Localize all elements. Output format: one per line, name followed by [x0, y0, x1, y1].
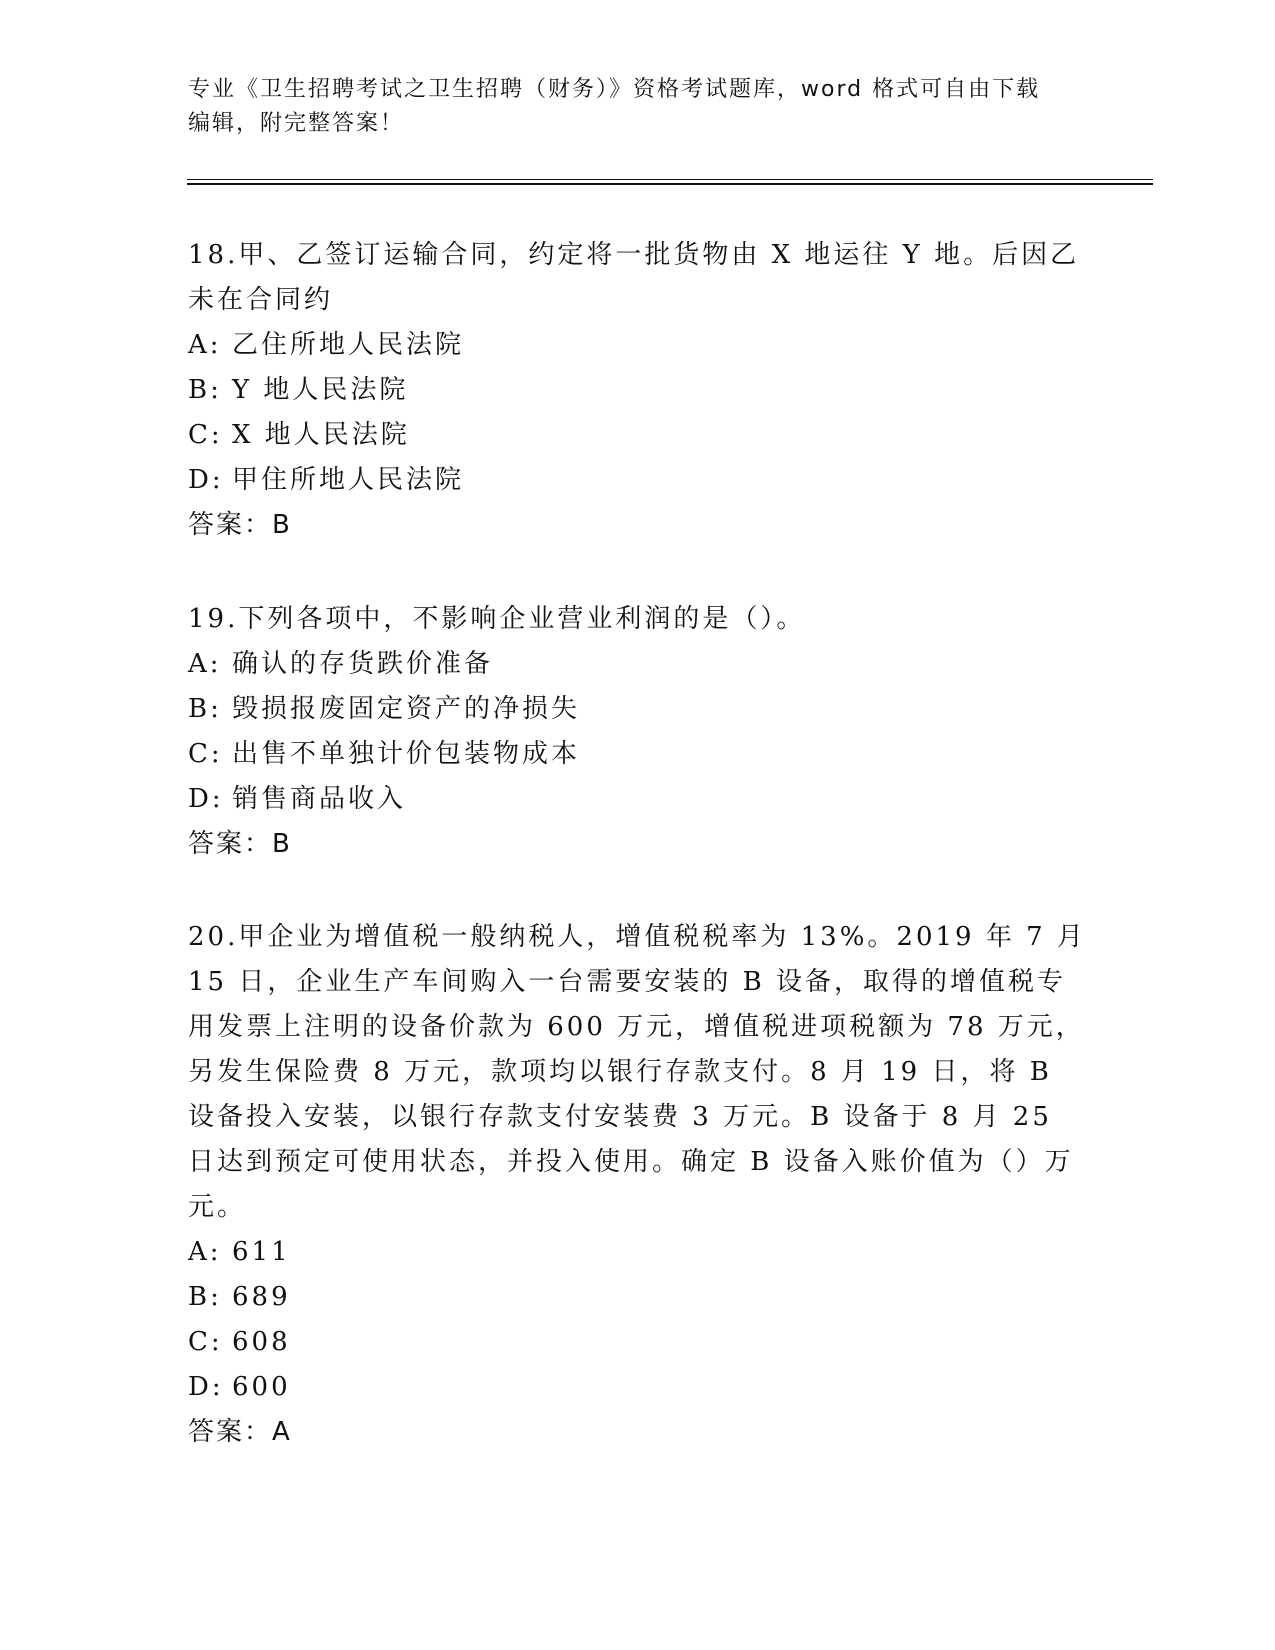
option-letter: C:	[188, 420, 223, 450]
option-letter: B:	[188, 1282, 222, 1312]
question-stem: 18.甲、乙签订运输合同，约定将一批货物由 X 地运往 Y 地。后因乙未在合同约	[188, 240, 1080, 315]
option-c	[188, 1320, 1088, 1365]
question-20	[188, 915, 1088, 1455]
option-letter: B:	[188, 694, 222, 724]
option-a	[188, 323, 1088, 368]
header-line-2: 编辑，附完整答案！	[188, 111, 405, 136]
option-text: 毁损报废固定资产的净损失	[232, 694, 581, 724]
option-letter: A:	[188, 1237, 222, 1267]
question-18	[188, 233, 1088, 548]
option-text: 600	[232, 1372, 291, 1402]
question-stem: 19.下列各项中，不影响企业营业利润的是（）。	[188, 604, 806, 634]
question-stem: 20.甲企业为增值税一般纳税人，增值税税率为 13%。2019 年 7 月 15 日，企业生产车间购入一台需要安装的 B 设备，取得的增值税专用发票上注明的设备价款为 600 万元，增值税进项税额为 78 万元，另发生保险费 8 万元，款项均以银行存款支付。8 月 19 日，将 B 设备投入安装，以银行存款支付安装费 3 万元。B 设备于 8 月 25 日达到预定可使用状态，并投入使用。确定 B 设备入账价值为（）万元。	[188, 922, 1086, 1222]
option-text: 611	[232, 1237, 291, 1267]
option-a	[188, 642, 1088, 687]
option-letter: A:	[188, 330, 222, 360]
option-text: 乙住所地人民法院	[232, 330, 465, 360]
option-letter: C:	[188, 739, 223, 769]
option-letter: C:	[188, 1327, 223, 1357]
option-letter: D:	[188, 1372, 224, 1402]
option-c	[188, 732, 1088, 777]
header-divider-thin	[187, 179, 1153, 180]
option-b	[188, 1275, 1088, 1320]
option-b	[188, 368, 1088, 413]
document-header	[188, 73, 1088, 141]
option-d	[188, 777, 1088, 822]
question-19	[188, 597, 1088, 867]
option-text: 销售商品收入	[232, 784, 407, 814]
header-line-1: 专业《卫生招聘考试之卫生招聘（财务）》资格考试题库，word 格式可自由下载	[188, 77, 1041, 102]
option-letter: D:	[188, 465, 224, 495]
answer-line: 答案：B	[188, 510, 292, 540]
option-text: 608	[232, 1327, 291, 1357]
option-text: 确认的存货跌价准备	[232, 649, 494, 679]
option-a	[188, 1230, 1088, 1275]
option-d	[188, 1365, 1088, 1410]
option-text: Y 地人民法院	[232, 375, 409, 405]
option-c	[188, 413, 1088, 458]
option-b	[188, 687, 1088, 732]
answer-line: 答案：B	[188, 829, 292, 859]
answer-line: 答案：A	[188, 1417, 292, 1447]
header-divider-thick	[187, 183, 1153, 185]
option-letter: B:	[188, 375, 222, 405]
option-letter: A:	[188, 649, 222, 679]
option-d	[188, 458, 1088, 503]
option-text: 出售不单独计价包装物成本	[232, 739, 581, 769]
option-text: X 地人民法院	[232, 420, 410, 450]
option-letter: D:	[188, 784, 224, 814]
option-text: 甲住所地人民法院	[232, 465, 465, 495]
option-text: 689	[232, 1282, 291, 1312]
